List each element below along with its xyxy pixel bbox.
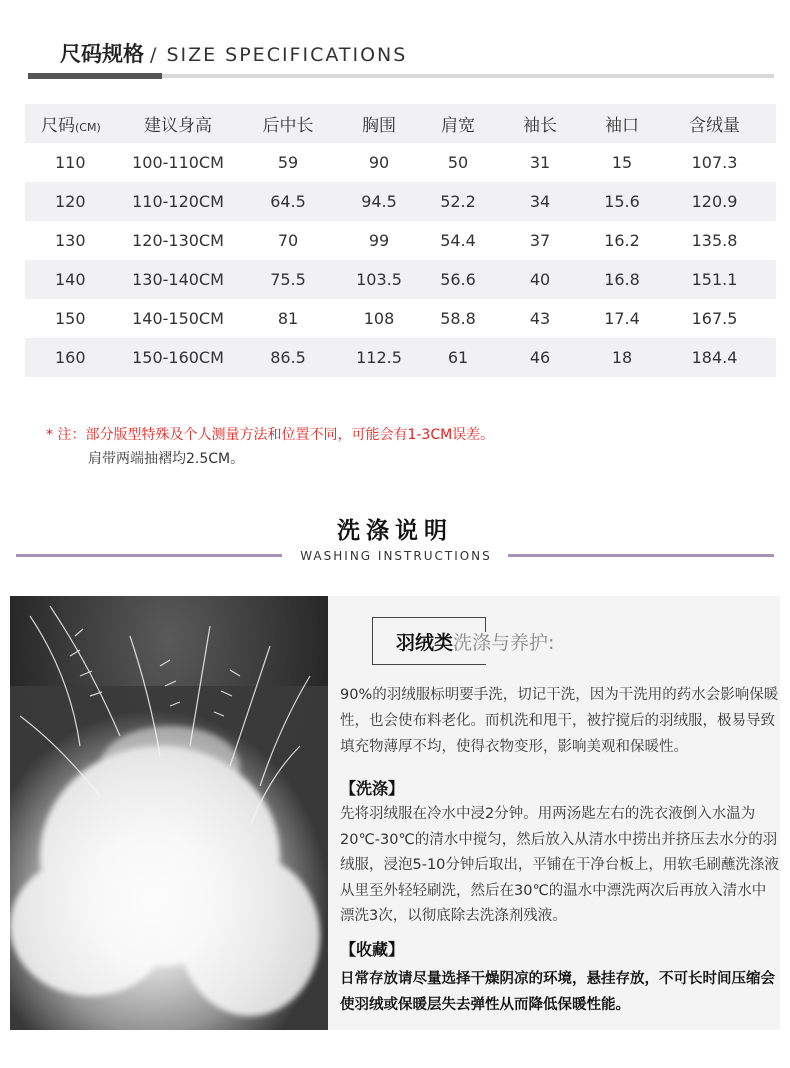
cell-down: 107.3 [691,153,738,172]
down-feather-photo [10,596,328,1030]
cell-back-length: 70 [277,231,299,250]
cell-down: 167.5 [691,309,738,328]
cell-sleeve: 34 [529,192,551,211]
wash-text: 先将羽绒服在冷水中浸2分钟。用两汤匙左右的洗衣液倒入水温为20℃-30℃的清水中搅匀，然后放入从清水中捞出并挤压去水分的羽绒服，浸泡5-10分钟后取出，平铺在干净台板上，用软毛刷蘸洗涤液从里至外轻轻刷洗，然后在30℃的温水中漂洗两次后再放入清水中漂洗3次，以彻底除去洗涤剂残液。 [340,806,779,924]
table-row [25,260,776,299]
cell-cuff: 15.6 [604,192,640,211]
table-row [25,182,776,221]
table-row [25,299,776,338]
header-height: 建议身高 [144,116,212,136]
cell-size: 120 [55,192,86,211]
care-title-bold: 羽绒类 [396,632,454,654]
header-chest: 胸围 [362,116,396,136]
cell-height: 140-150CM [132,309,224,328]
table-row [25,221,776,260]
size-spec-header [60,38,407,70]
care-title [396,628,554,655]
cell-chest: 94.5 [361,192,397,211]
section-divider-accent [28,73,162,79]
cell-down: 184.4 [691,348,738,367]
header-sleeve: 袖长 [523,116,557,136]
table-header-row [25,104,776,143]
table-row [25,338,776,377]
measurement-warning-note: * 注：部分版型特殊及个人测量方法和位置不同，可能会有1-3CM误差。 [46,427,495,443]
cell-back-length: 81 [277,309,299,328]
cell-shoulder: 61 [447,348,469,367]
size-table [25,104,776,377]
cell-size: 150 [55,309,86,328]
cell-height: 100-110CM [132,153,224,172]
wash-heading: 【洗涤】 [340,779,405,798]
cell-height: 130-140CM [132,270,224,289]
cell-chest: 108 [363,309,395,328]
cell-sleeve: 40 [529,270,551,289]
cell-cuff: 17.4 [604,309,640,328]
cell-cuff: 15 [611,153,633,172]
table-row [25,143,776,182]
header-shoulder: 肩宽 [441,116,475,136]
cell-down: 120.9 [691,192,738,211]
cell-cuff: 18 [611,348,633,367]
cell-sleeve: 37 [529,231,551,250]
cell-shoulder: 56.6 [440,270,476,289]
cell-size: 110 [55,153,86,172]
storage-text: 日常存放请尽量选择干燥阴凉的环境，悬挂存放，不可长时间压缩会使羽绒或保暖层失去弹性从而降低保暖性能。 [340,971,775,1013]
cell-chest: 112.5 [356,348,402,367]
size-spec-title-en: / SIZE SPECIFICATIONS [150,44,408,66]
cell-shoulder: 52.2 [440,192,476,211]
header-size: 尺码(CM) [41,116,101,136]
storage-heading: 【收藏】 [340,940,405,959]
cell-chest: 90 [368,153,390,172]
cell-back-length: 86.5 [270,348,306,367]
header-back-length: 后中长 [262,116,314,136]
cell-sleeve: 31 [529,153,551,172]
cell-height: 110-120CM [132,192,224,211]
shoulder-strap-note: 肩带两端抽褶均2.5CM。 [88,451,245,467]
cell-size: 140 [55,270,86,289]
header-down: 含绒量 [689,116,740,136]
cell-size: 130 [55,231,86,250]
washing-title-en: WASHING INSTRUCTIONS [300,549,492,563]
cell-size: 160 [55,348,86,367]
cell-back-length: 59 [277,153,299,172]
cell-cuff: 16.8 [604,270,640,289]
washing-divider-right [508,554,774,557]
cell-chest: 103.5 [356,270,402,289]
cell-down: 151.1 [691,270,738,289]
cell-shoulder: 50 [447,153,469,172]
cell-shoulder: 54.4 [440,231,476,250]
cell-sleeve: 46 [529,348,551,367]
header-cuff: 袖口 [605,116,639,136]
cell-sleeve: 43 [529,309,551,328]
cell-cuff: 16.2 [604,231,640,250]
cell-back-length: 75.5 [270,270,306,289]
care-intro-text: 90%的羽绒服标明要手洗，切记干洗，因为干洗用的药水会影响保暖性，也会使布料老化。而机洗和甩干，被拧搅后的羽绒服，极易导致填充物薄厚不均，使得衣物变形，影响美观和保暖性。 [340,687,779,755]
feather-image [10,596,328,1030]
size-spec-title-cn: 尺码规格 [60,42,144,66]
cell-height: 150-160CM [132,348,224,367]
care-title-light: 洗涤与养护: [453,632,555,654]
washing-title-cn: 洗涤说明 [337,518,453,544]
washing-divider-left [16,554,282,557]
cell-height: 120-130CM [132,231,224,250]
cell-down: 135.8 [691,231,738,250]
cell-chest: 99 [368,231,390,250]
cell-shoulder: 58.8 [440,309,476,328]
cell-back-length: 64.5 [270,192,306,211]
